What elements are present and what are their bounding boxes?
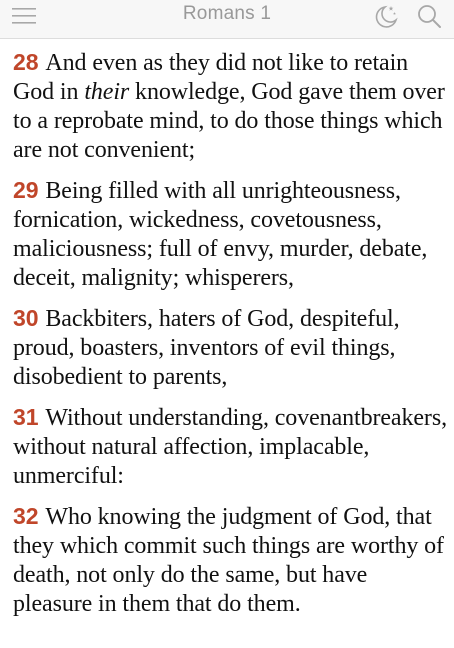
verse-text: Without understanding, covenantbreakers, without natural affection, implacable, unmerciful: xyxy=(13,405,447,489)
verse-number: 29 xyxy=(13,177,39,203)
top-bar xyxy=(0,0,454,39)
verse-28[interactable] xyxy=(13,48,447,165)
verse-number: 31 xyxy=(13,404,39,430)
verse-text: And even as they did not like to retain God in xyxy=(13,50,409,105)
verse-30[interactable] xyxy=(13,304,447,392)
verse-number: 28 xyxy=(13,49,39,75)
chapter-text xyxy=(13,48,447,630)
verse-31[interactable] xyxy=(13,403,447,491)
verse-text: Being filled with all unrighteousness, fornication, wickedness, covetousness, maliciousness; full of envy, murder, debate, deceit, malignity; whisperers, xyxy=(13,178,428,291)
verse-text: knowledge, God gave them over to a reprobate mind, to do those things which are not convenient; xyxy=(13,79,445,163)
verse-32[interactable] xyxy=(13,502,447,619)
verse-number: 32 xyxy=(13,503,39,529)
moon-stars-icon[interactable] xyxy=(373,3,399,29)
search-icon[interactable] xyxy=(416,3,442,29)
verse-29[interactable] xyxy=(13,176,447,293)
verse-text-italic: their xyxy=(84,79,130,105)
verse-number: 30 xyxy=(13,305,39,331)
verse-text: Who knowing the judgment of God, that they which commit such things are worthy of death, not only do the same, but have pleasure in them that do them. xyxy=(13,504,444,617)
verse-text: Backbiters, haters of God, despiteful, proud, boasters, inventors of evil things, disobedient to parents, xyxy=(13,306,400,390)
page-title: Romans 1 xyxy=(182,3,272,24)
